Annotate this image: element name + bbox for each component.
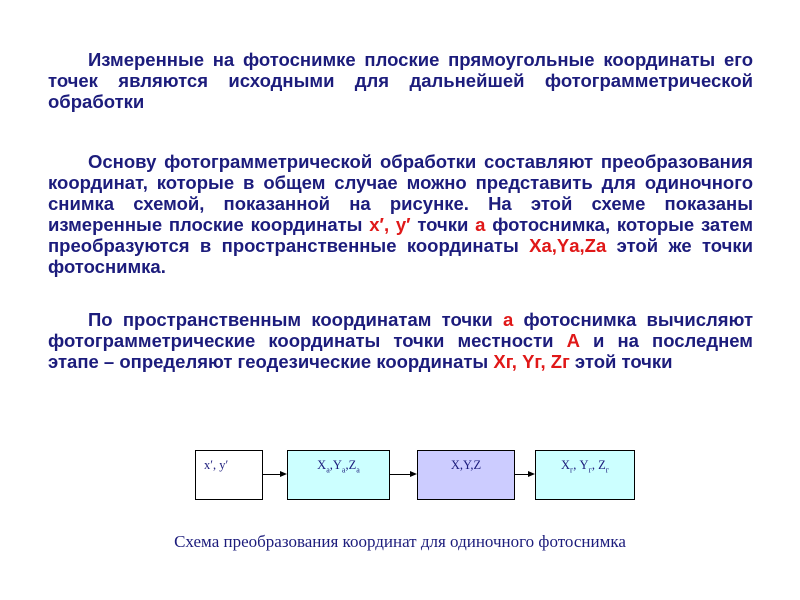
arrow-3 [515,474,535,476]
za-label: Zа [584,235,607,256]
diagram-box-photogrammetric-coords [417,450,515,500]
p2-comma: , [383,214,396,235]
arrow-2 [390,474,417,476]
p3-text-1: По пространственным координатам точки [88,309,503,330]
p3-sep-2: , [540,351,551,372]
p2-text-2: точки [410,214,476,235]
paragraph-geodetic [48,309,753,372]
x-prime-label: x′ [369,214,384,235]
ya-label: Yа [556,235,580,256]
box2-x-sub: а [326,465,330,475]
box2-z: ,Z [345,458,357,472]
box1-label: x′, y′ [204,458,229,472]
box2-z-sub: а [356,465,360,475]
yg-label: Yг [522,351,541,372]
p2-text-3: фотоснимка, которые затем преобразуются в пространственные координаты [48,214,754,256]
paragraph-transform-basis [48,151,753,277]
box4-x: X [560,458,570,472]
diagram-caption: Схема преобразования координат для одиночного фотоснимка [174,532,626,551]
box4-z-sub: г [605,465,610,475]
box3-label: X,Y,Z [450,458,482,472]
box4-y-sub: г [588,465,592,475]
p2-sep-1: , [551,235,557,256]
zg-label: Zг [550,351,570,372]
y-prime-label: y′ [395,214,411,235]
p3-text-3: и на последнем этапе – определяют геодезические координаты [48,330,753,372]
box4-x-sub: г [570,465,574,475]
box2-x: X [317,458,327,472]
p3-text-4: этой точки [569,351,673,372]
p2-text-1: Основу фотограмметрической обработки составляют преобразования координат, которые в общем случае можно представить для одиночного снимка схемой, показанной на рисунке. На этой схеме показаны измеренные плоские координаты [48,151,753,235]
diagram-box-spatial-coords [287,450,390,500]
box2-y: ,Y [329,458,342,472]
p2-sep-2: , [579,235,585,256]
ground-point-A-label: А [566,330,580,351]
diagram-box-image-coords [195,450,263,500]
box2-y-sub: а [341,465,346,475]
p3-sep-1: , [511,351,523,372]
xg-label: Хг [493,351,512,372]
arrow-1 [263,474,287,476]
p2-text-4: этой же точки фотоснимка. [48,235,753,277]
box4-y: , Y [573,458,589,472]
diagram-box-geodetic-coords [535,450,635,500]
point-a-label: а [475,214,486,235]
xa-label: Xа [529,235,552,256]
p3-text-2: фотоснимка вычисляют фотограмметрические координаты точки местности [48,309,753,351]
box4-z: , Z [591,458,606,472]
paragraph-intro: Измеренные на фотоснимке плоские прямоугольные координаты его точек являются исходными для дальнейшей фотограмметрической обработки [48,49,753,112]
point-a-label-2: а [502,309,514,330]
